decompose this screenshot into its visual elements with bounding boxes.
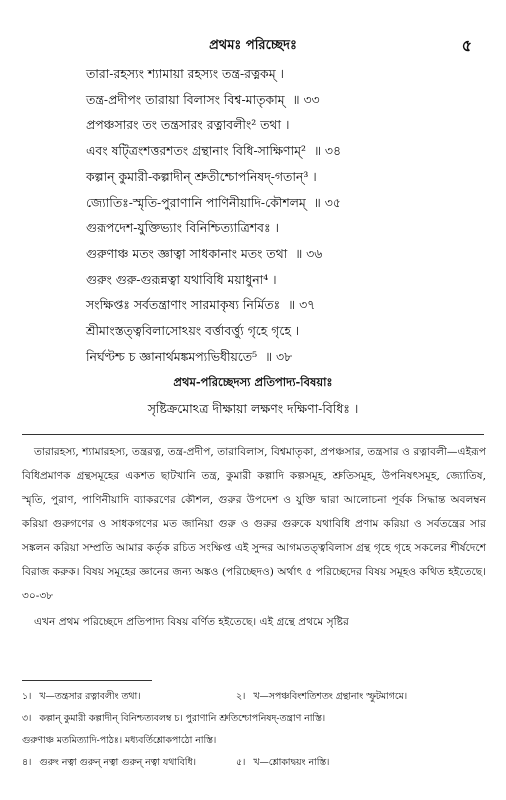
footnote	[22, 686, 140, 708]
verse-line	[86, 66, 284, 86]
footnote-row	[22, 730, 486, 752]
verse-line	[86, 220, 279, 240]
footnote-number: ১।	[22, 691, 32, 702]
footnote-number: ৫।	[236, 757, 246, 768]
verse-number: ॥ ৩৮	[265, 348, 293, 364]
verse-text: এবং ষট্ত্রিংশত্তরশতং গ্রন্থানাং বিধি-সাক্ষিণাম্²	[86, 143, 306, 159]
footnote-text: কল্পান্ কুমারী কল্পাদীন্ বিনিশ্চত্যবলম্ব চ। পুরাণানি শ্রুতিশ্চোপনিষদ্-তন্ত্রাণ নাস্তি।	[39, 713, 326, 724]
verse-line	[86, 143, 341, 163]
verse-text: গুরুণাঞ্চ মতং জ্ঞাত্বা সাধকানাং মতং তথা	[86, 245, 288, 261]
verse-number: ॥ ৩৭	[288, 297, 316, 313]
footnote-number: ৪।	[22, 757, 32, 768]
page-number: ৫	[461, 36, 472, 55]
footnote-row	[22, 686, 486, 708]
verse-line	[86, 169, 317, 189]
divider-line	[22, 434, 484, 435]
verse-text: তন্ত্র-প্রদীপং তারায়া বিলাসং বিশ্ব-মাতৃকাম্	[86, 91, 285, 107]
footnote-row	[22, 752, 486, 774]
footnote-row	[22, 708, 486, 730]
verse-text: কল্পান্ কুমারী-কল্পাদীন্ শ্রুতীশ্চোপনিষদ্-গতান্³ ।	[86, 168, 317, 184]
verse-number: ॥ ৩৩	[292, 91, 320, 107]
footnote	[236, 752, 329, 774]
verse-number: ॥ ৩৬	[295, 245, 323, 261]
footnote	[22, 752, 196, 774]
verse-text: প্রপঞ্চসারং তং তন্ত্রসারং রত্নাবলীং² তথা ।	[86, 117, 290, 133]
footnote-text: খ—তন্ত্রসার রত্নাবলীং তথা।	[39, 691, 141, 702]
footnote	[236, 686, 407, 708]
footnote-text: গুরুণাঞ্চ মতমিত্যাদি-পাঠঃ। মধ্যবর্তিশ্লোকপাঠো নাস্তি।	[22, 735, 217, 746]
footnote-number: ৩।	[22, 713, 32, 724]
verse-line	[86, 297, 315, 317]
footnote-divider	[22, 680, 152, 681]
verse-line	[86, 92, 320, 112]
verse-line	[86, 117, 289, 137]
commentary	[22, 440, 486, 634]
verse-text: নির্ঘণ্টশ্চ চ জ্ঞানার্থমঙ্কমপ্যভিধীয়তে⁵	[86, 348, 258, 364]
verse-text: গুরুং গুরু-গুরূন্নত্বা যথাবিধি ময়াধুনা⁴ ।	[86, 271, 277, 287]
footnotes	[22, 686, 486, 774]
verse-line	[86, 195, 341, 215]
footnote-text: খ—শ্লোকাদ্বয়ং নাস্তি।	[253, 757, 330, 768]
verse-line	[86, 323, 299, 343]
commentary-paragraph: এখন প্রথম পরিচ্ছেদে প্রতিপাদ্য বিষয় বর্ণিত হইতেছে। এই গ্রন্থে প্রথমে সৃষ্টির	[34, 616, 349, 628]
footnote	[22, 730, 216, 752]
verse-text: সংক্ষিপ্তঃ সর্বতন্ত্রাণাং সারমাকৃষ্য নির্মিতঃ	[86, 297, 281, 313]
commentary-paragraph: তারারহস্য, শ্যামারহস্য, তন্ত্ররত্ন, তন্ত্র-প্রদীপ, তারাবিলাস, বিশ্বমাতৃকা, প্রপঞ্চসার, তন্ত্রসার ও রত্নাবলী—এইরূপ বিধিপ্রমাণক গ্রন্থসমূহের একশত ছাটখানি তন্ত্র, কুমারী কল্পাদি কল্পসমূহ, শ্রুতিসমূহ, উপনিষৎসমূহ, জ্যোতিষ, স্মৃতি, পুরাণ, পাণিনীয়াদি ব্যাকরণের কৌশল, গুরুর উপদেশ ও যুক্তি দ্বারা আলোচনা পূর্বক সিদ্ধান্ত অবলম্বন করিয়া গুরুগণের ও সাধকগণের মত জানিয়া গুরু ও গুরুর গুরুকে যথাবিধি প্রণাম করিয়া ও সর্বতন্ত্রের সার সঙ্কলন করিয়া সম্প্রতি আমার কর্তৃক রচিত সংক্ষিপ্ত এই সুন্দর আগমতত্ত্ববিলাস গ্রন্থ গৃহে গৃহে সকলের শীর্ষদেশে বিরাজ করুক। বিষয় সমূহের জ্ঞানের জন্য অঙ্কও (পরিচ্ছেদও) অর্থাৎ ৫ পরিচ্ছেদের বিষয় সমূহও কথিত হইতেছে। ৩০-৩৮	[22, 446, 486, 602]
footnote-text: খ—সপঞ্চবিংশতিশতং গ্রন্থানাং স্ফুটমাগমে।	[253, 691, 408, 702]
chapter-topics-verse: সৃষ্টিক্রমোঽত্র দীক্ষায়া লক্ষণং দক্ষিণা-বিধিঃ ।	[147, 401, 359, 416]
verse-number: ॥ ৩৫	[313, 194, 341, 210]
verse-line	[86, 272, 277, 292]
verse-text: শ্রীমাংস্তত্ত্ববিলাসোঽয়ং বর্ত্তাবর্ত্ত্যু গৃহে গৃহে ।	[86, 323, 300, 338]
verse-text: জ্যোতিঃ-স্মৃতি-পুরাণানি পাণিনীয়াদি-কৌশলম্	[86, 194, 306, 210]
footnote	[22, 708, 325, 730]
chapter-topics-heading: প্রথম-পরিচ্ছেদস্য প্রতিপাদ্য-বিষয়াঃ	[173, 375, 333, 389]
verse-line	[86, 349, 292, 369]
chapter-title: প্রথমঃ পরিচ্ছেদঃ	[209, 38, 297, 53]
footnote-number: ২।	[236, 691, 246, 702]
verse-line	[86, 246, 322, 266]
verse-text: তারা-রহস্যং শ্যামায়া রহস্যং তন্ত্র-রত্নকম্ ।	[86, 66, 284, 81]
verse-text: গুরূপদেশ-যুক্তিভ্যাং বিনিশ্চিত্যাত্রিশবঃ ।	[86, 220, 279, 236]
footnote-text: গুরুং নত্বা গুরুন্ নত্বা গুরুন্ নত্বা যথাবিধি।	[39, 757, 196, 768]
verse-number: ॥ ৩৪	[313, 143, 341, 159]
